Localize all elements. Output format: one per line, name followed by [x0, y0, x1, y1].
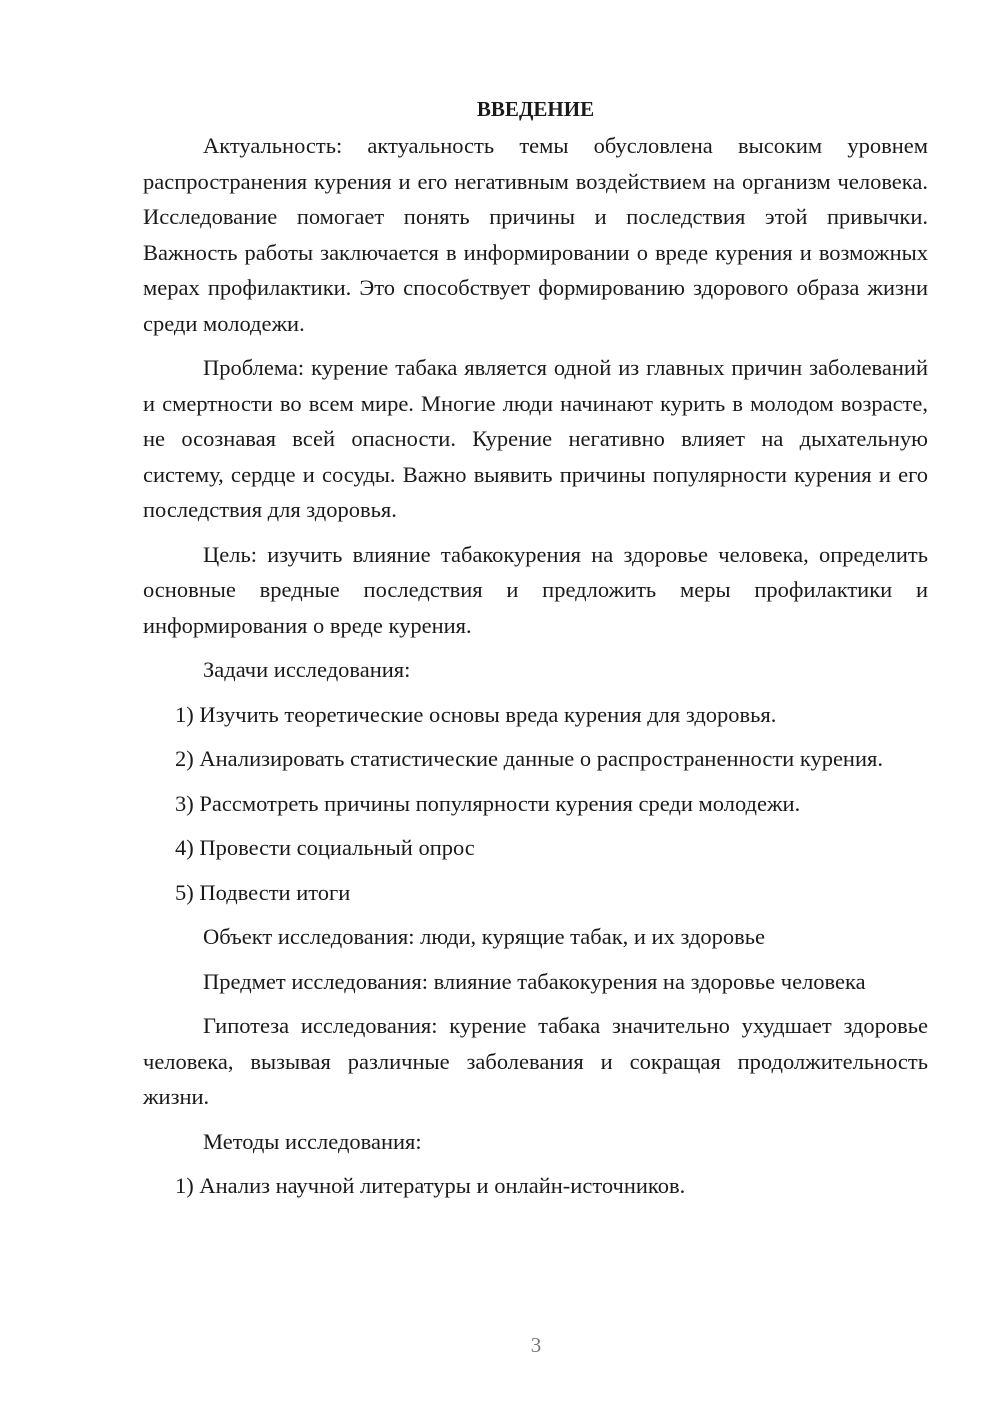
- paragraph-relevance: Актуальность: актуальность темы обусловлена высоким уровнем распространения курения и его негативным воздействием на организм человека. Исследование помогает понять причины и последствия этой привычки. Важность работы заключается в информировании о вреде курения и возможных мерах профилактики. Это способствует формированию здорового образа жизни среди молодежи.: [143, 133, 928, 336]
- paragraph-object: Объект исследования: люди, курящие табак, и их здоровье: [203, 924, 766, 949]
- tasks-heading: Задачи исследования:: [203, 657, 411, 682]
- task-item-2: 2) Анализировать статистические данные о распространенности курения.: [175, 746, 883, 771]
- paragraph-goal: Цель: изучить влияние табакокурения на здоровье человека, определить основные вредные последствия и предложить меры профилактики и информирования о вреде курения.: [143, 541, 928, 638]
- document-title: ВВЕДЕНИЕ: [476, 97, 595, 121]
- document-page: [143, 92, 928, 1213]
- paragraph-subject: Предмет исследования: влияние табакокурения на здоровье человека: [203, 968, 866, 994]
- paragraph-problem: Проблема: курение табака является одной из главных причин заболеваний и смертности во всем мире. Многие люди начинают курить в молодом возрасте, не осознавая всей опасности. Курение негативно влияет на дыхательную систему, сердце и сосуды. Важно выявить причины популярности курения и его последствия для здоровья.: [143, 355, 928, 522]
- task-item-4: 4) Провести социальный опрос: [175, 835, 475, 860]
- paragraph-hypothesis: Гипотеза исследования: курение табака значительно ухудшает здоровье человека, вызывая различные заболевания и сокращая продолжительность жизни.: [143, 1013, 928, 1109]
- task-item-3: 3) Рассмотреть причины популярности курения среди молодежи.: [175, 790, 801, 816]
- task-item-5: 5) Подвести итоги: [175, 879, 351, 905]
- page-number: 3: [530, 1333, 542, 1357]
- methods-heading: Методы исследования:: [203, 1128, 422, 1154]
- method-item-1: 1) Анализ научной литературы и онлайн-источников.: [175, 1173, 686, 1198]
- task-item-1: 1) Изучить теоретические основы вреда курения для здоровья.: [175, 701, 777, 727]
